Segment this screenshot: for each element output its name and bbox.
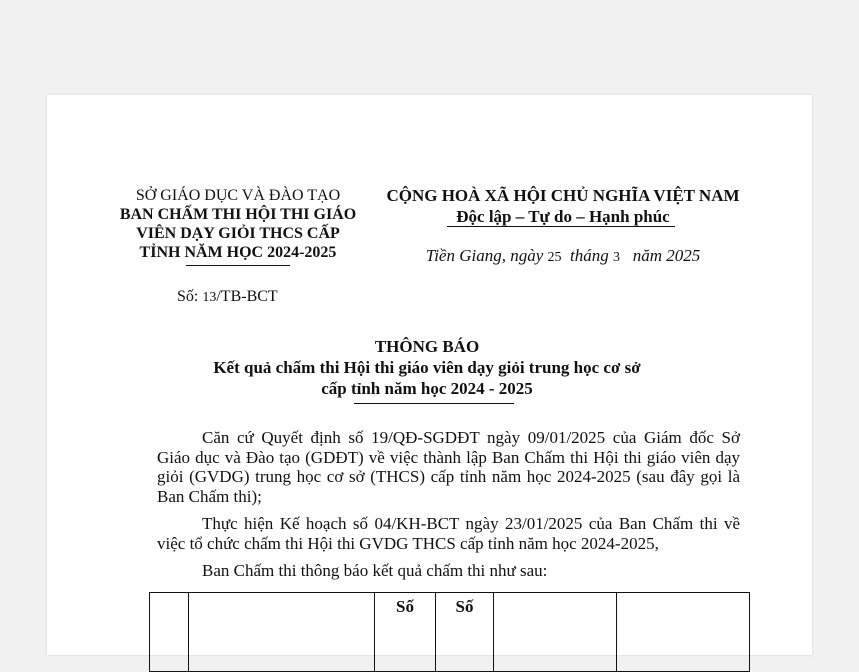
doc-number-label: Số: — [177, 288, 199, 305]
notice-body — [157, 428, 740, 589]
doc-number-value: 13 — [202, 290, 217, 305]
document-page — [47, 95, 812, 655]
table-header-cell — [150, 593, 189, 672]
notice-subject-line-2: cấp tỉnh năm học 2024 - 2025 — [321, 379, 533, 398]
date-line — [377, 246, 749, 266]
board-name-line-1: BAN CHẤM THI HỘI THI GIÁO — [119, 206, 357, 223]
table-header-cell — [189, 593, 375, 672]
table-header-cell — [494, 593, 617, 672]
table-header-row — [150, 593, 750, 672]
date-year: năm 2025 — [632, 246, 701, 265]
title-underline — [354, 403, 514, 404]
document-number — [177, 288, 278, 306]
paragraph-announcement: Ban Chấm thi thông báo kết quả chấm thi như sau: — [202, 561, 548, 580]
table-header-cell — [617, 593, 750, 672]
paragraph-legal-basis: Căn cứ Quyết định số 19/QĐ-SGDĐT ngày 09/01/2025 của Giám đốc Sở Giáo dục và Đào tạo (GDĐT) về việc thành lập Ban Chấm thi Hội thi giáo viên dạy giỏi (GVDG) trung học cơ sở (THCS) cấp tỉnh năm học 2024-2025 (sau đây gọi là Ban Chấm thi); — [157, 428, 740, 506]
date-month: 3 — [613, 250, 621, 265]
date-day: 25 — [547, 250, 562, 265]
paragraph-implementation: Thực hiện Kế hoạch số 04/KH-BCT ngày 23/01/2025 của Ban Chấm thi về việc tổ chức chấm thi Hội thi GVDG THCS cấp tỉnh năm học 2024-2025, — [157, 514, 740, 553]
agency-underline — [186, 265, 290, 266]
table-header-cell: Số — [436, 593, 494, 672]
national-header — [377, 185, 749, 227]
results-table — [149, 592, 750, 672]
department-name: SỞ GIÁO DỤC VÀ ĐÀO TẠO — [135, 187, 341, 204]
board-name-line-2: VIÊN DẠY GIỎI THCS CẤP — [136, 225, 340, 242]
notice-title — [167, 336, 687, 399]
doc-number-suffix: /TB-BCT — [216, 288, 278, 305]
motto-underline — [447, 226, 675, 227]
nation-name: CỘNG HOÀ XÃ HỘI CHỦ NGHĨA VIỆT NAM — [386, 186, 740, 205]
table-header-cell: Số — [375, 593, 436, 672]
issuing-agency — [109, 186, 367, 262]
board-name-line-3: TỈNH NĂM HỌC 2024-2025 — [139, 244, 337, 261]
notice-subject-line-1: Kết quả chấm thi Hội thi giáo viên dạy giỏi trung học cơ sở — [213, 358, 641, 377]
date-place: Tiền Giang, ngày — [425, 246, 544, 265]
date-month-label: tháng — [570, 246, 609, 265]
national-motto: Độc lập – Tự do – Hạnh phúc — [456, 207, 670, 226]
notice-heading: THÔNG BÁO — [374, 337, 480, 356]
